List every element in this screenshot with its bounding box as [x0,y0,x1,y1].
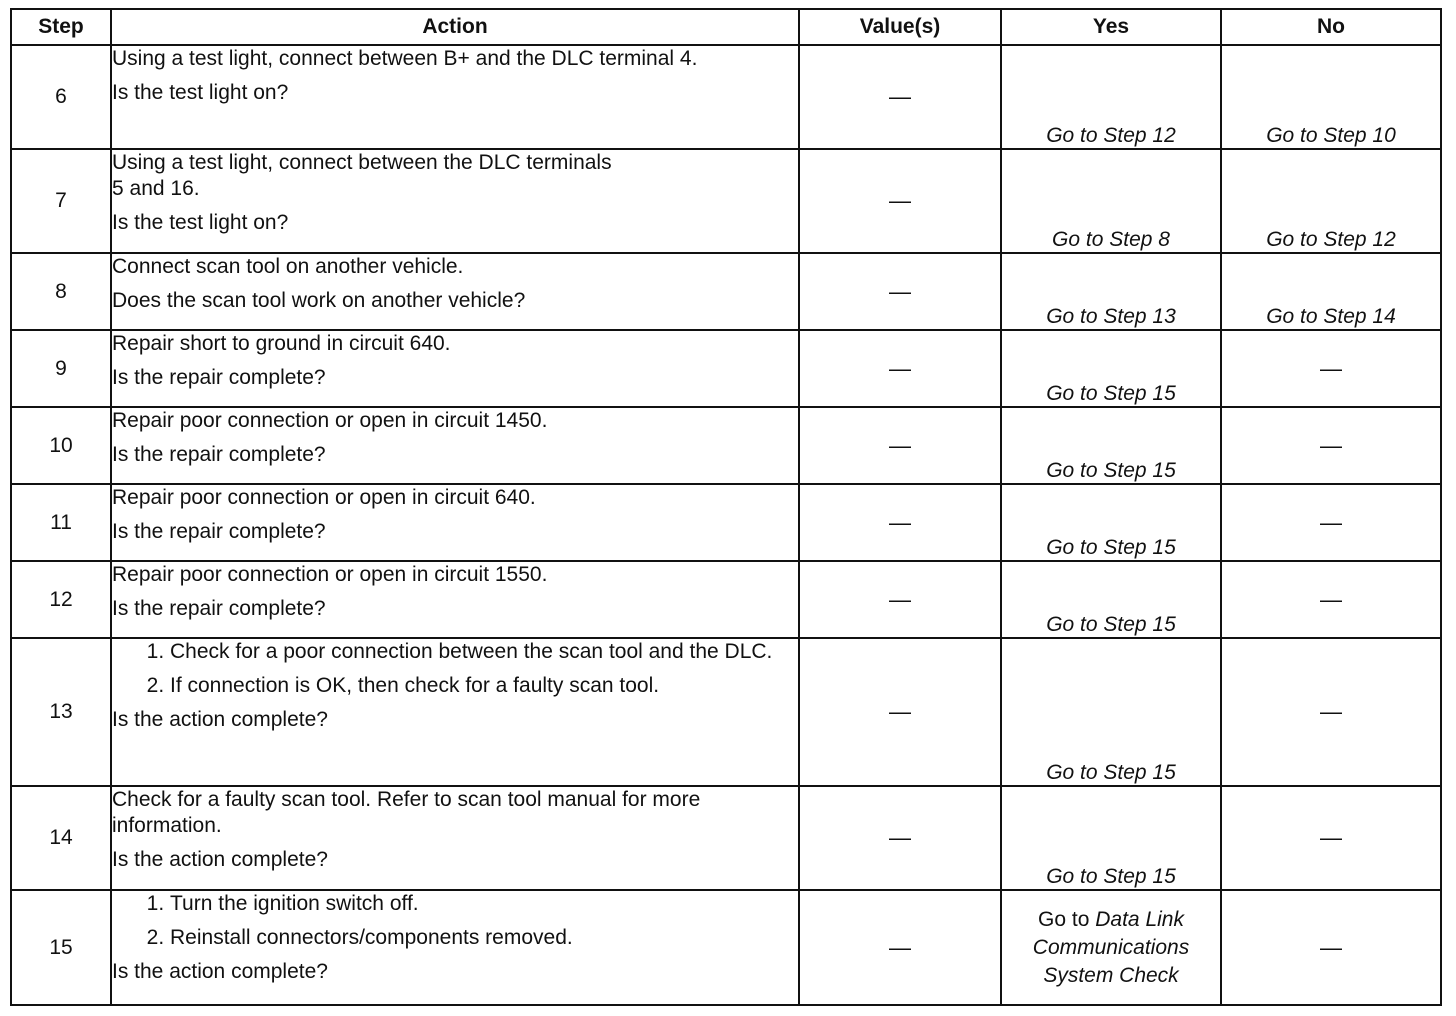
col-header-yes: Yes [1001,9,1221,45]
col-header-action: Action [111,9,799,45]
action-question: Is the action complete? [112,848,328,871]
step-number: 13 [11,638,111,786]
step-number: 9 [11,330,111,407]
action-cell [111,330,799,407]
action-question: Does the scan tool work on another vehicle? [112,289,526,312]
value-cell: — [799,149,1001,253]
action-cell [111,407,799,484]
action-text: Repair poor connection or open in circuit 1450. [112,409,548,432]
action-cell [111,638,799,786]
action-list [112,639,798,699]
yes-prefix: Go to [1038,907,1090,931]
col-header-step: Step [11,9,111,45]
yes-cell: Go to Step 12 [1001,45,1221,149]
action-cell [111,561,799,638]
step-number: 14 [11,786,111,890]
no-cell: Go to Step 12 [1221,149,1441,253]
header-row [11,9,1441,45]
table-row [11,253,1441,330]
yes-cell: Go to Step 15 [1001,638,1221,786]
value-cell: — [799,330,1001,407]
step-number: 15 [11,890,111,1005]
yes-cell: Go to Step 15 [1001,561,1221,638]
table-row [11,330,1441,407]
yes-cell [1001,890,1221,1005]
action-question: Is the repair complete? [112,443,326,466]
yes-cell: Go to Step 8 [1001,149,1221,253]
list-item: 1. Turn the ignition switch off. [170,891,798,917]
diagnostic-table [10,8,1442,1006]
step-number: 10 [11,407,111,484]
table-row [11,890,1441,1005]
value-cell: — [799,407,1001,484]
table-row [11,638,1441,786]
value-cell: — [799,253,1001,330]
step-number: 8 [11,253,111,330]
table-row [11,45,1441,149]
yes-cell: Go to Step 15 [1001,786,1221,890]
action-text: Repair short to ground in circuit 640. [112,332,451,355]
table-row [11,484,1441,561]
table-row [11,407,1441,484]
value-cell: — [799,484,1001,561]
value-cell: — [799,638,1001,786]
action-text: Using a test light, connect between the DLC terminals 5 and 16. [112,151,612,200]
action-list [112,891,798,951]
yes-cell: Go to Step 15 [1001,484,1221,561]
table-row [11,786,1441,890]
no-cell: Go to Step 14 [1221,253,1441,330]
action-text: Repair poor connection or open in circuit 640. [112,486,536,509]
step-number: 11 [11,484,111,561]
action-question: Is the test light on? [112,81,289,104]
no-cell: Go to Step 10 [1221,45,1441,149]
no-cell: — [1221,638,1441,786]
step-number: 7 [11,149,111,253]
action-cell [111,253,799,330]
list-item: 1. Check for a poor connection between the scan tool and the DLC. [170,639,798,665]
action-question: Is the action complete? [112,960,328,983]
table-row [11,149,1441,253]
value-cell: — [799,561,1001,638]
table-row [11,561,1441,638]
no-cell: — [1221,786,1441,890]
action-question: Is the test light on? [112,211,289,234]
no-cell: — [1221,484,1441,561]
yes-cell: Go to Step 13 [1001,253,1221,330]
value-cell: — [799,890,1001,1005]
action-text: Using a test light, connect between B+ and the DLC terminal 4. [112,47,698,70]
no-cell: — [1221,561,1441,638]
step-number: 12 [11,561,111,638]
action-cell [111,786,799,890]
no-cell: — [1221,890,1441,1005]
action-cell [111,484,799,561]
col-header-values: Value(s) [799,9,1001,45]
list-item: 2. If connection is OK, then check for a faulty scan tool. [170,673,798,699]
action-question: Is the action complete? [112,708,328,731]
step-number: 6 [11,45,111,149]
action-cell [111,890,799,1005]
action-text: Repair poor connection or open in circuit 1550. [112,563,548,586]
action-question: Is the repair complete? [112,520,326,543]
col-header-no: No [1221,9,1441,45]
value-cell: — [799,45,1001,149]
action-text: Check for a faulty scan tool. Refer to scan tool manual for more information. [112,788,701,837]
no-cell: — [1221,330,1441,407]
list-item: 2. Reinstall connectors/components removed. [170,925,798,951]
action-text: Connect scan tool on another vehicle. [112,255,464,278]
yes-cell: Go to Step 15 [1001,330,1221,407]
no-cell: — [1221,407,1441,484]
action-question: Is the repair complete? [112,366,326,389]
value-cell: — [799,786,1001,890]
action-cell [111,45,799,149]
action-cell [111,149,799,253]
system-check-link[interactable]: Data Link Communications System Check [1032,907,1190,987]
yes-cell: Go to Step 15 [1001,407,1221,484]
action-question: Is the repair complete? [112,597,326,620]
